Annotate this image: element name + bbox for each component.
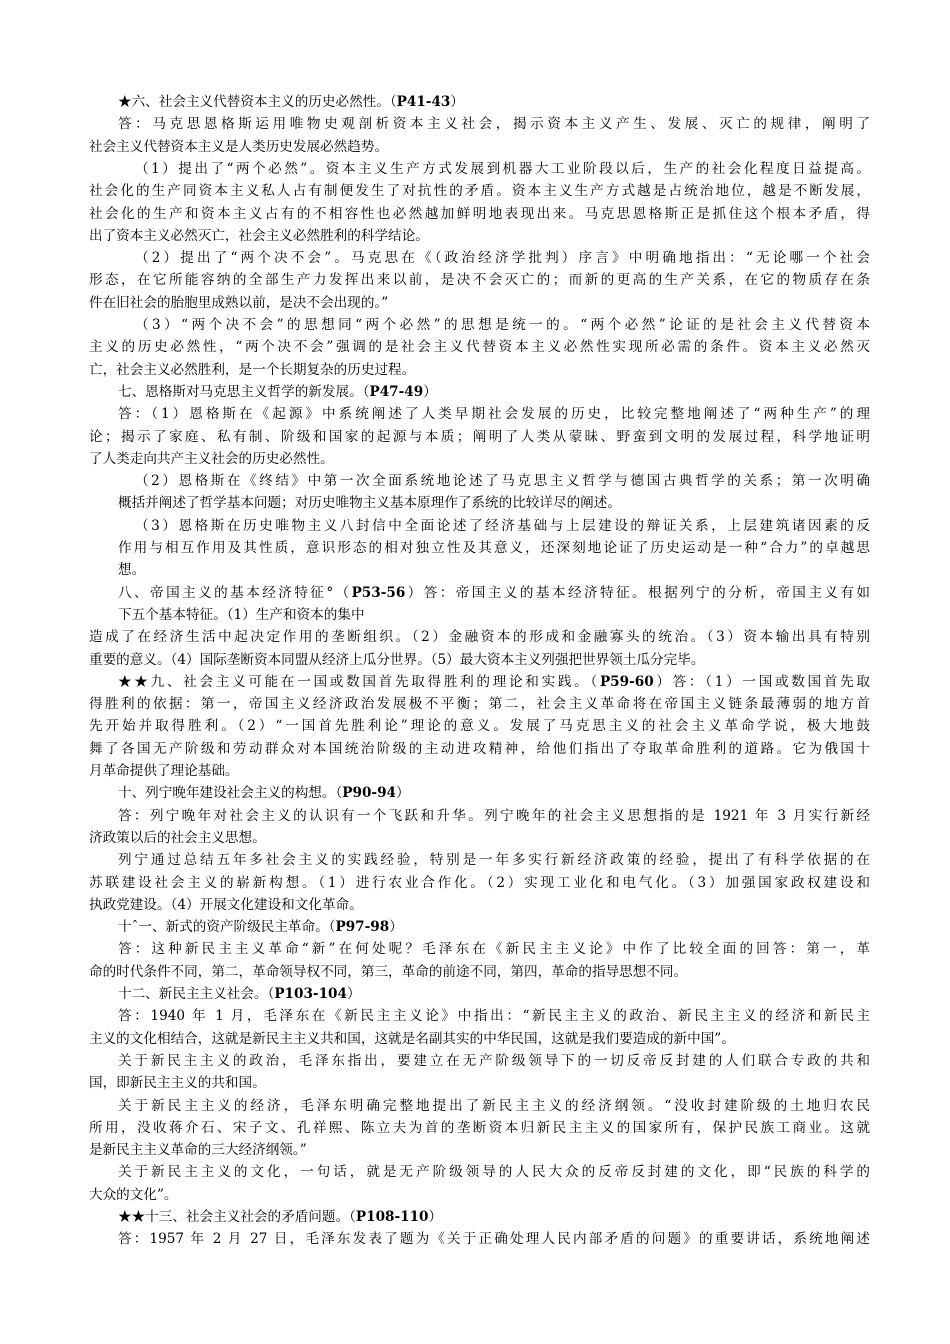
- text-run: 月革命提供了理论基础。: [89, 763, 239, 779]
- text-line: [118, 559, 870, 581]
- page-reference: P90-94: [342, 785, 396, 802]
- text-run: 下五个基本特征。（1）生产和资本的集中: [118, 606, 365, 623]
- text-line: [135, 158, 870, 180]
- page-reference: P59-60: [599, 673, 654, 690]
- text-run: 答：列宁晚年对社会主义的认识有一个飞跃和升华。列宁晚年的社会主义思想指的是 1921 年 3 月实行新经: [118, 807, 870, 824]
- text-run: 形态，在它所能容纳的全部生产力发挥出来以前，是决不会灭亡的；而新的更高的生产关系，在它的物质存在条: [89, 272, 870, 289]
- text-run: 主义的文化相结合，这就是新民主主义共和国，这就是名副其实的中华民国，这就是我们要造成的新中国”。: [89, 1030, 735, 1047]
- text-line: [118, 1050, 870, 1072]
- text-run: ）: [450, 94, 464, 110]
- text-line: [89, 269, 870, 291]
- text-run: （3）恩格斯在历史唯物主义八封信中全面论述了经济基础与上层建设的辩证关系，上层建筑诸因素的反: [135, 517, 870, 534]
- text-line: [89, 738, 870, 760]
- text-line: [89, 1184, 870, 1206]
- text-run: （2）提出了“两个决不会”。马克思在《（政治经济学批判）序言》中明确地指出：“无论哪一个社会: [135, 250, 870, 267]
- text-line: [89, 649, 870, 671]
- text-line: [89, 760, 870, 782]
- text-run: 主义的历史必然性，“两个决不会”强调的是社会主义代替资本主义必然性实现所必需的条件。资本主义必然灭: [89, 339, 870, 356]
- text-run: 了人类走向共产主义社会的历史必然性。: [89, 450, 334, 467]
- text-run: 八、帝国主义的基本经济特征°（: [118, 584, 352, 601]
- text-line: [89, 203, 870, 225]
- text-line: [89, 693, 870, 715]
- text-run: ）: [346, 986, 361, 1002]
- text-run: 社会化的生产和资本主义占有的不相容性也必然越加鲜明地表现出来。马克思恩格斯正是抓住这个根本矛盾，得: [89, 205, 870, 222]
- text-run: 舞了各国无产阶级和劳动群众对本国统治阶级的主动进攻精神，给他们指出了夺取革命胜利的道路。它为俄国十: [89, 740, 870, 757]
- text-line: [118, 849, 870, 871]
- text-run: ）: [423, 383, 437, 400]
- text-line: [118, 983, 870, 1005]
- page-reference: P108-110: [355, 1209, 429, 1225]
- text-line: [118, 113, 870, 135]
- text-line: [118, 1161, 870, 1183]
- text-run: 执政党建设。（4）开展文化建设和文化革命。: [89, 896, 363, 913]
- text-line: [118, 1005, 870, 1027]
- text-line: [89, 336, 870, 358]
- text-run: ★六、社会主义代替资本主义的历史必然性。（: [118, 94, 397, 110]
- page-reference: P53-56: [351, 584, 406, 601]
- text-run: 概括并阐述了哲学基本问题；对历史唯物主义基本原理作了系统的比较详尽的阐述。: [118, 495, 621, 512]
- text-line: [89, 894, 870, 916]
- text-run: 十、列宁晚年建设社会主义的构想。（: [118, 785, 343, 802]
- text-run: 出了资本主义必然灭亡，社会主义必然胜利的科学结论。: [89, 227, 429, 244]
- text-line: [89, 715, 870, 737]
- text-run: 列宁通过总结五年多社会主义的实践经验，特别是一年多实行新经济政策的经验，提出了有科学依据的在: [118, 852, 870, 869]
- text-run: 答：1940 年 1 月，毛泽东在《新民主主义论》中指出：“新民主主义的政治、新民主主义的经济和新民主: [118, 1008, 870, 1025]
- text-run: 是新民主主义革命的三大经济纲领。”: [89, 1142, 307, 1159]
- text-line: [118, 582, 870, 604]
- text-line: [118, 91, 870, 113]
- text-line: [89, 292, 870, 314]
- text-run: ★★九、社会主义可能在一国或数国首先取得胜利的理论和实践。（: [118, 673, 600, 690]
- text-run: 所用，没收蒋介石、宋子文、孔祥熙、陈立夫为首的垄断资本归新民主主义的国家所有，保护民族工商业。这就: [89, 1119, 870, 1136]
- text-line: [89, 1139, 870, 1161]
- text-run: ）答：（1）一国或数国首先取: [653, 673, 870, 690]
- text-line: [135, 314, 870, 336]
- text-line: [89, 827, 870, 849]
- text-run: 关于新民主主义的文化，一句话，就是无产阶级领导的人民大众的反帝反封建的文化，即“民族的科学的: [118, 1164, 870, 1181]
- text-line: [118, 805, 870, 827]
- text-run: ）: [389, 919, 403, 936]
- text-line: [89, 1072, 870, 1094]
- text-run: 七、恩格斯对马克思主义哲学的新发展。（: [118, 383, 370, 400]
- text-run: ）答：帝国主义的基本经济特征。根据列宁的分析，帝国主义有如: [405, 584, 870, 601]
- text-run: 大众的文化”。: [89, 1186, 178, 1203]
- page-reference: P103-104: [274, 986, 347, 1002]
- text-run: 关于新民主主义的经济，毛泽东明确完整地提出了新民主主义的经济纲领。“没收封建阶级的土地归农民: [118, 1097, 870, 1114]
- text-run: 社会主义代替资本主义是人类历史发展必然趋势。: [89, 138, 389, 155]
- text-run: ★★十三、社会主义社会的矛盾问题。（: [118, 1209, 356, 1225]
- text-line: [118, 938, 870, 960]
- text-run: 十二、新民主主义社会。（: [118, 986, 275, 1002]
- text-line: [89, 225, 870, 247]
- text-line: [118, 1228, 870, 1250]
- text-line: [118, 403, 870, 425]
- text-run: 答：这种新民主主义革命“新”在何处呢？毛泽东在《新民主主义论》中作了比较全面的回答：第一，革: [118, 941, 870, 958]
- text-line: [118, 381, 870, 403]
- text-line: [118, 537, 870, 559]
- text-run: （3）“两个决不会”的思想同“两个必然”的思想是统一的。“两个必然”论证的是社会主义代替资本: [135, 317, 870, 333]
- text-line: [89, 448, 870, 470]
- text-run: 苏联建设社会主义的崭新构想。（1）进行农业合作化。（2）实现工业化和电气化。（3）加强国家政权建设和: [89, 874, 870, 891]
- text-run: 亡，社会主义必然胜利，是一个长期复杂的历史过程。: [89, 361, 416, 378]
- text-line: [89, 1028, 870, 1050]
- text-line: [89, 626, 870, 648]
- text-line: [118, 671, 870, 693]
- text-line: [135, 515, 870, 537]
- text-line: [135, 470, 870, 492]
- text-line: [89, 136, 870, 158]
- text-run: 重要的意义。（4）国际垄断资本同盟从经济上瓜分世界。（5）最大资本主义列强把世界领土瓜分完毕。: [89, 651, 705, 668]
- text-line: [89, 872, 870, 894]
- text-run: 想。: [118, 562, 146, 579]
- text-run: 答：（1）恩格斯在《起源》中系统阐述了人类早期社会发展的历史，比较完整地阐述了“两种生产”的理: [118, 406, 870, 423]
- text-run: 先开始并取得胜利。（2）“一国首先胜利论”理论的意义。发展了马克思主义的社会主义革命学说，极大地鼓: [89, 718, 870, 735]
- text-run: 作用与相互作用及其性质，意识形态的相对独立性及其意义，还深刻地论证了历史运动是一种“合力”的卓越思: [118, 540, 870, 556]
- text-run: （1）提出了“两个必然”。资本主义生产方式发展到机器大工业阶段以后，生产的社会化程度日益提高。: [135, 160, 870, 177]
- text-run: 答：1957 年 2 月 27 日，毛泽东发表了题为《关于正确处理人民内部矛盾的问题》的重要讲话，系统地阐述: [118, 1231, 870, 1248]
- text-line: [118, 1206, 870, 1228]
- page-reference: P97-98: [335, 919, 390, 936]
- text-run: ）: [428, 1209, 443, 1225]
- text-run: 十ˆ一、新式的资产阶级民主革命。（: [118, 919, 336, 936]
- text-run: 得胜利的依据：第一，帝国主义经济政治发展极不平衡；第二，社会主义革命将在帝国主义链条最薄弱的地方首: [89, 696, 870, 713]
- text-line: [118, 604, 870, 626]
- text-line: [89, 1117, 870, 1139]
- text-line: [118, 782, 870, 804]
- text-line: [118, 916, 870, 938]
- text-run: ）: [396, 785, 410, 802]
- text-run: 命的时代条件不同，第二，革命领导权不同，第三，革命的前途不同，第四，革命的指导思想不同。: [89, 963, 688, 980]
- text-line: [89, 961, 870, 983]
- text-run: 造成了在经济生活中起决定作用的垄断组织。（2）金融资本的形成和金融寡头的统治。（3）资本输出具有特别: [89, 629, 870, 646]
- text-line: [118, 1095, 870, 1117]
- text-line: [89, 359, 870, 381]
- text-line: [118, 492, 870, 514]
- text-run: 件在旧社会的胎胞里成熟以前，是决不会出现的。”: [89, 294, 389, 311]
- text-run: （2）恩格斯在《终结》中第一次全面系统地论述了马克思主义哲学与德国古典哲学的关系；第一次明确: [135, 473, 870, 490]
- page-reference: P41-43: [396, 94, 451, 110]
- text-run: 社会化的生产同资本主义私人占有制便发生了对抗性的矛盾。资本主义生产方式越是占统治地位，越是不断发展，: [89, 183, 870, 200]
- text-line: [89, 426, 870, 448]
- text-run: 关于新民主主义的政治，毛泽东指出，要建立在无产阶级领导下的一切反帝反封建的人们联合专政的共和: [118, 1052, 870, 1069]
- text-run: 答：马克思恩格斯运用唯物史观剖析资本主义社会，揭示资本主义产生、发展、灭亡的规律，阐明了: [118, 116, 870, 133]
- text-line: [89, 180, 870, 202]
- page-reference: P47-49: [369, 383, 424, 400]
- text-run: 国，即新民主主义的共和国。: [89, 1075, 266, 1092]
- text-run: 济政策以后的社会主义思想。: [89, 829, 266, 846]
- text-run: 论；揭示了家庭、私有制、阶级和国家的起源与本质；阐明了人类从蒙昧、野蛮到文明的发展过程，科学地证明: [89, 428, 870, 445]
- text-line: [135, 247, 870, 269]
